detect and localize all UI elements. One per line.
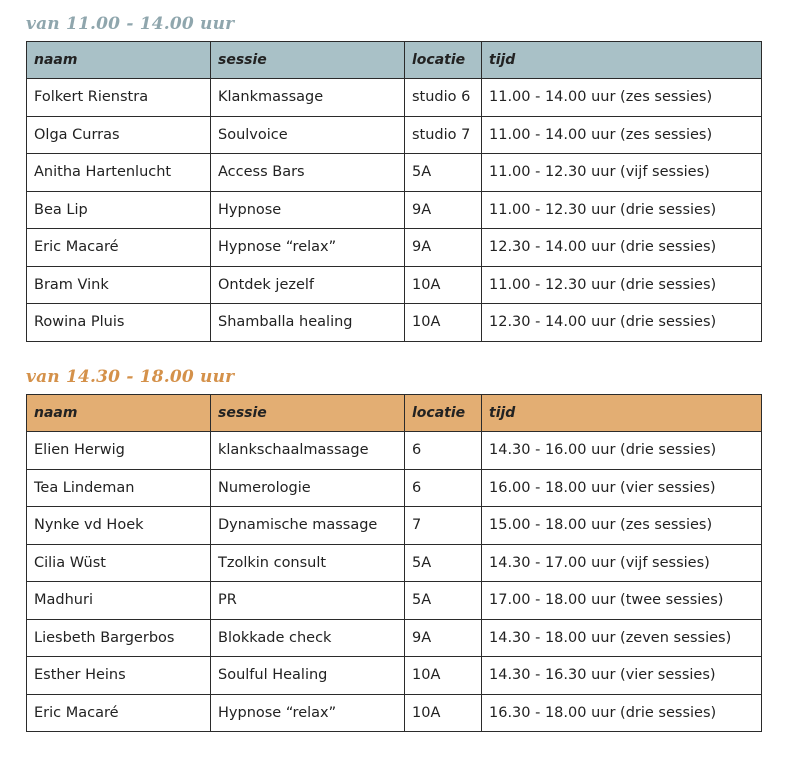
table-row — [27, 191, 762, 229]
cell-locatie: 6 — [405, 469, 482, 507]
cell-sessie: klankschaalmassage — [211, 432, 405, 470]
header-naam: naam — [27, 42, 211, 79]
cell-tijd: 14.30 - 16.00 uur (drie sessies) — [482, 432, 762, 470]
cell-naam: Eric Macaré — [27, 694, 211, 732]
table-row — [27, 694, 762, 732]
schedule-table-morning — [26, 41, 762, 342]
cell-naam: Bea Lip — [27, 191, 211, 229]
header-sessie: sessie — [211, 395, 405, 432]
table-row — [27, 266, 762, 304]
table-row — [27, 582, 762, 620]
cell-tijd: 17.00 - 18.00 uur (twee sessies) — [482, 582, 762, 620]
table-row — [27, 229, 762, 267]
cell-locatie: 9A — [405, 191, 482, 229]
table-row — [27, 507, 762, 545]
cell-tijd: 11.00 - 12.30 uur (drie sessies) — [482, 191, 762, 229]
cell-sessie: Dynamische massage — [211, 507, 405, 545]
cell-locatie: 9A — [405, 619, 482, 657]
cell-sessie: Klankmassage — [211, 79, 405, 117]
cell-sessie: Shamballa healing — [211, 304, 405, 342]
cell-locatie: 10A — [405, 657, 482, 695]
cell-tijd: 11.00 - 14.00 uur (zes sessies) — [482, 116, 762, 154]
cell-sessie: Hypnose “relax” — [211, 229, 405, 267]
header-locatie: locatie — [405, 42, 482, 79]
cell-locatie: 5A — [405, 154, 482, 192]
cell-tijd: 11.00 - 12.30 uur (drie sessies) — [482, 266, 762, 304]
cell-sessie: Soulvoice — [211, 116, 405, 154]
cell-locatie: 6 — [405, 432, 482, 470]
table-row — [27, 154, 762, 192]
table-header-row — [27, 42, 762, 79]
cell-locatie: 5A — [405, 544, 482, 582]
cell-sessie: Access Bars — [211, 154, 405, 192]
cell-sessie: Numerologie — [211, 469, 405, 507]
cell-naam: Cilia Wüst — [27, 544, 211, 582]
cell-sessie: Ontdek jezelf — [211, 266, 405, 304]
cell-naam: Bram Vink — [27, 266, 211, 304]
cell-tijd: 11.00 - 12.30 uur (vijf sessies) — [482, 154, 762, 192]
cell-tijd: 15.00 - 18.00 uur (zes sessies) — [482, 507, 762, 545]
cell-naam: Eric Macaré — [27, 229, 211, 267]
section-title-morning: van 11.00 - 14.00 uur — [26, 14, 235, 34]
section-title-afternoon: van 14.30 - 18.00 uur — [26, 367, 235, 387]
table-row — [27, 469, 762, 507]
cell-locatie: 10A — [405, 304, 482, 342]
table-row — [27, 619, 762, 657]
cell-tijd: 16.00 - 18.00 uur (vier sessies) — [482, 469, 762, 507]
cell-tijd: 14.30 - 16.30 uur (vier sessies) — [482, 657, 762, 695]
cell-naam: Tea Lindeman — [27, 469, 211, 507]
header-naam: naam — [27, 395, 211, 432]
cell-locatie: 5A — [405, 582, 482, 620]
table-row — [27, 432, 762, 470]
cell-sessie: PR — [211, 582, 405, 620]
cell-tijd: 11.00 - 14.00 uur (zes sessies) — [482, 79, 762, 117]
table-row — [27, 544, 762, 582]
cell-naam: Olga Curras — [27, 116, 211, 154]
cell-sessie: Tzolkin consult — [211, 544, 405, 582]
cell-sessie: Hypnose — [211, 191, 405, 229]
header-tijd: tijd — [482, 42, 762, 79]
cell-tijd: 14.30 - 18.00 uur (zeven sessies) — [482, 619, 762, 657]
schedule-table-afternoon — [26, 394, 762, 732]
table-row — [27, 116, 762, 154]
table-row — [27, 657, 762, 695]
cell-tijd: 12.30 - 14.00 uur (drie sessies) — [482, 229, 762, 267]
table-header-row — [27, 395, 762, 432]
header-locatie: locatie — [405, 395, 482, 432]
table-row — [27, 304, 762, 342]
cell-naam: Liesbeth Bargerbos — [27, 619, 211, 657]
cell-tijd: 12.30 - 14.00 uur (drie sessies) — [482, 304, 762, 342]
cell-naam: Rowina Pluis — [27, 304, 211, 342]
cell-locatie: 10A — [405, 694, 482, 732]
cell-sessie: Hypnose “relax” — [211, 694, 405, 732]
header-sessie: sessie — [211, 42, 405, 79]
cell-tijd: 14.30 - 17.00 uur (vijf sessies) — [482, 544, 762, 582]
cell-naam: Folkert Rienstra — [27, 79, 211, 117]
header-tijd: tijd — [482, 395, 762, 432]
cell-sessie: Soulful Healing — [211, 657, 405, 695]
cell-naam: Elien Herwig — [27, 432, 211, 470]
table-row — [27, 79, 762, 117]
cell-locatie: 7 — [405, 507, 482, 545]
cell-tijd: 16.30 - 18.00 uur (drie sessies) — [482, 694, 762, 732]
cell-sessie: Blokkade check — [211, 619, 405, 657]
cell-naam: Madhuri — [27, 582, 211, 620]
cell-locatie: studio 6 — [405, 79, 482, 117]
cell-locatie: 9A — [405, 229, 482, 267]
cell-naam: Anitha Hartenlucht — [27, 154, 211, 192]
cell-locatie: 10A — [405, 266, 482, 304]
cell-naam: Esther Heins — [27, 657, 211, 695]
cell-naam: Nynke vd Hoek — [27, 507, 211, 545]
cell-locatie: studio 7 — [405, 116, 482, 154]
